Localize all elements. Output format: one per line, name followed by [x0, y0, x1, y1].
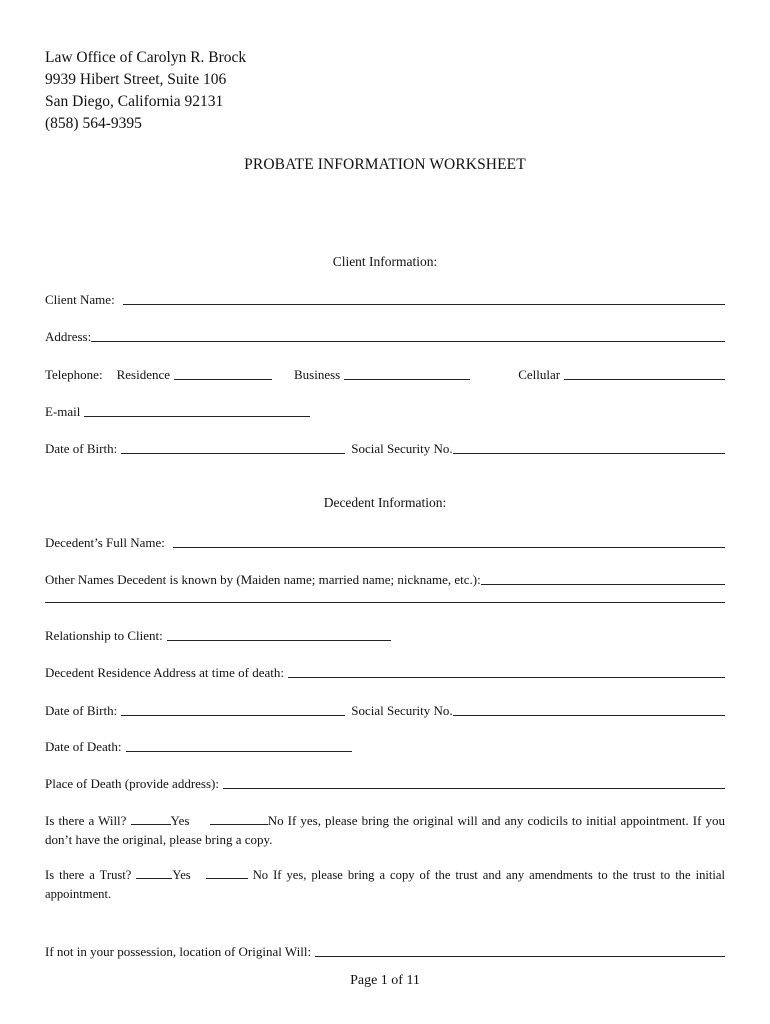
- other-names-row: [45, 568, 725, 588]
- firm-phone: (858) 564-9395: [45, 115, 142, 132]
- will-instructions: If yes, please bring the original will and any codicils to initial appointment. If you don’t have the original, please bring a copy.: [45, 813, 726, 847]
- other-names-label: Other Names Decedent is known by (Maiden name; married name; nickname, etc.):: [45, 572, 481, 587]
- cellular-phone-field[interactable]: [564, 367, 725, 380]
- page-number: Page 1 of 11: [350, 973, 420, 988]
- client-section-heading: Client Information:: [332, 254, 438, 269]
- trust-yes-label: Yes: [172, 868, 191, 882]
- decedent-ssn-label: Social Security No.: [351, 703, 453, 718]
- will-no-field[interactable]: [210, 812, 268, 825]
- client-dob-ssn-row: [45, 437, 725, 457]
- client-address-row: [45, 325, 725, 345]
- residence-phone-label: Residence: [116, 367, 170, 382]
- trust-question-label: Is there a Trust?: [45, 868, 132, 882]
- will-question-block: [45, 811, 725, 849]
- date-of-death-label: Date of Death:: [45, 739, 122, 754]
- place-of-death-row: [45, 772, 725, 792]
- decedent-name-label: Decedent’s Full Name:: [45, 535, 165, 550]
- email-label: E-mail: [45, 404, 81, 419]
- letterhead: [45, 47, 246, 135]
- other-names-row-2: [45, 586, 725, 606]
- decedent-name-field[interactable]: [173, 535, 725, 548]
- will-no-label: No: [267, 813, 284, 828]
- relationship-label: Relationship to Client:: [45, 628, 163, 643]
- business-phone-field[interactable]: [344, 367, 470, 380]
- client-telephone-row: [45, 363, 725, 383]
- will-yes-label: Yes: [170, 813, 190, 828]
- decedent-residence-field[interactable]: [288, 665, 725, 678]
- trust-no-field[interactable]: [206, 866, 248, 879]
- will-location-row: [45, 940, 725, 960]
- firm-city: San Diego, California 92131: [45, 93, 224, 110]
- will-location-label: If not in your possession, location of Original Will:: [45, 944, 312, 959]
- client-ssn-field[interactable]: [453, 441, 725, 454]
- email-field[interactable]: [84, 404, 310, 417]
- business-phone-label: Business: [294, 367, 341, 382]
- decedent-ssn-field[interactable]: [453, 703, 725, 716]
- client-name-row: [45, 288, 725, 308]
- client-email-row: [45, 400, 725, 420]
- trust-question-block: [45, 866, 725, 904]
- trust-no-label: No: [252, 868, 269, 882]
- telephone-label: Telephone:: [45, 367, 103, 382]
- decedent-section-heading: Decedent Information:: [323, 495, 447, 510]
- client-dob-label: Date of Birth:: [45, 441, 118, 456]
- decedent-residence-label: Decedent Residence Address at time of death:: [45, 665, 284, 680]
- firm-name: Law Office of Carolyn R. Brock: [45, 49, 247, 66]
- decedent-name-row: [45, 531, 725, 551]
- firm-street: 9939 Hibert Street, Suite 106: [45, 71, 227, 88]
- client-name-label: Client Name:: [45, 292, 115, 307]
- decedent-dob-ssn-row: [45, 699, 725, 719]
- other-names-field[interactable]: [481, 572, 725, 585]
- decedent-dob-label: Date of Birth:: [45, 703, 118, 718]
- place-of-death-field[interactable]: [223, 776, 725, 789]
- will-yes-field[interactable]: [131, 812, 171, 825]
- relationship-field[interactable]: [167, 628, 391, 641]
- client-name-field[interactable]: [123, 292, 725, 305]
- residence-phone-field[interactable]: [174, 367, 272, 380]
- will-question-label: Is there a Will?: [45, 813, 127, 828]
- decedent-residence-row: [45, 661, 725, 681]
- decedent-dob-field[interactable]: [121, 703, 345, 716]
- place-of-death-label: Place of Death (provide address):: [45, 776, 219, 791]
- date-of-death-field[interactable]: [126, 739, 352, 752]
- date-of-death-row: [45, 735, 725, 755]
- client-address-field[interactable]: [91, 329, 725, 342]
- will-location-field[interactable]: [315, 944, 725, 957]
- trust-instructions: If yes, please bring a copy of the trust and any amendments to the trust to the initial appointment.: [45, 868, 725, 901]
- trust-yes-field[interactable]: [136, 866, 172, 879]
- other-names-field-2[interactable]: [45, 590, 725, 603]
- client-address-label: Address:: [45, 329, 92, 344]
- relationship-row: [45, 624, 725, 644]
- client-dob-field[interactable]: [121, 441, 345, 454]
- client-ssn-label: Social Security No.: [351, 441, 453, 456]
- document-title: PROBATE INFORMATION WORKSHEET: [244, 156, 526, 173]
- cellular-phone-label: Cellular: [518, 367, 561, 382]
